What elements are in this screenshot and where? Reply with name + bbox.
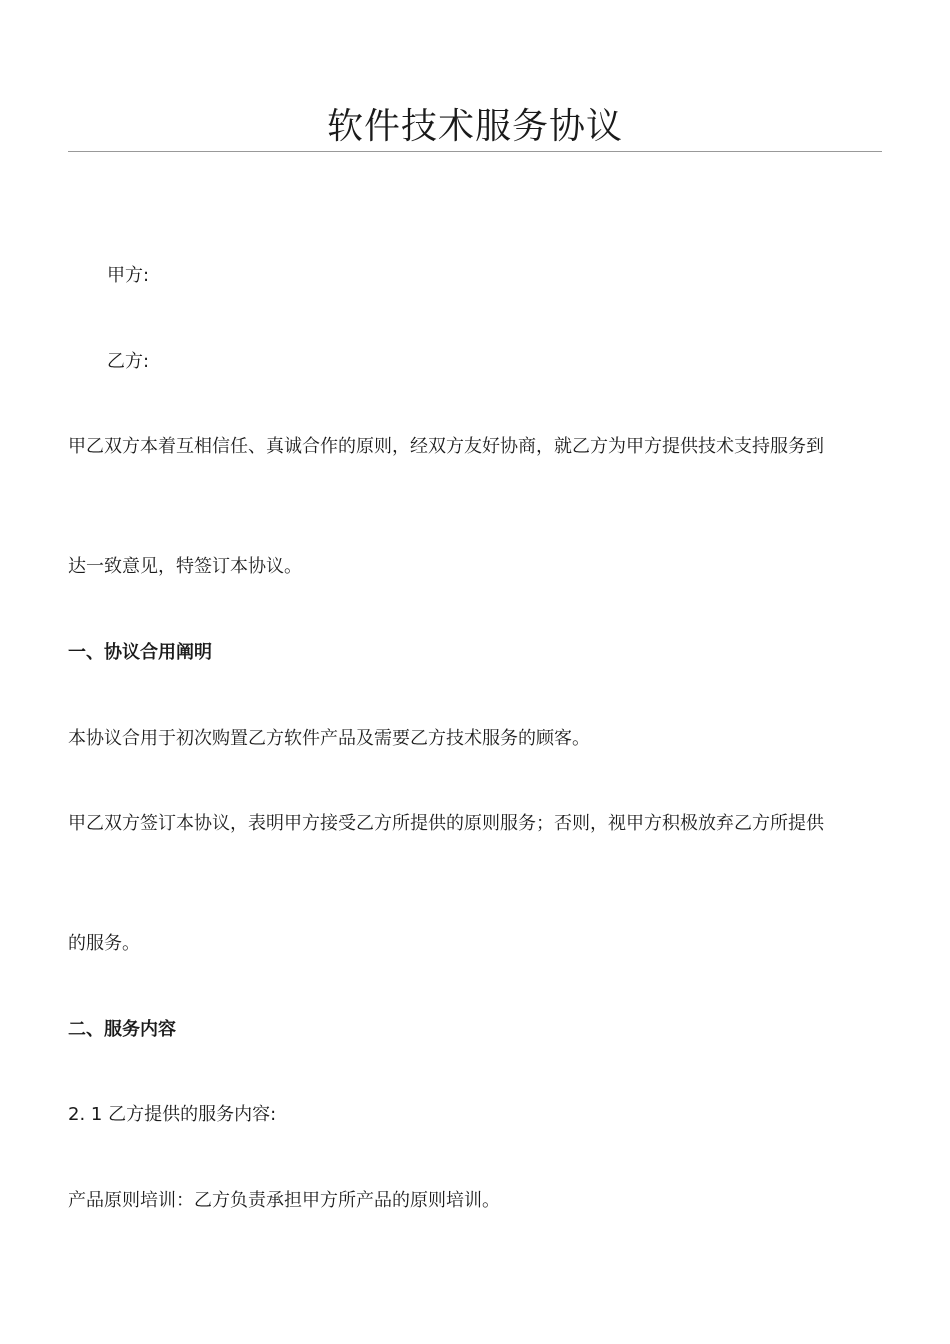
section-1-heading: 一、协议合用阐明 bbox=[68, 642, 212, 663]
section-2-1-subheading: 2. 1 乙方提供的服务内容: bbox=[68, 1104, 277, 1125]
title-divider bbox=[68, 151, 882, 152]
section-2-1-item-1: 产品原则培训：乙方负责承担甲方所产品的原则培训。 bbox=[68, 1190, 500, 1211]
intro-paragraph-line-2: 达一致意见，特签订本协议。 bbox=[68, 556, 302, 577]
section-1-paragraph-2-line-2: 的服务。 bbox=[68, 933, 140, 954]
party-a-label: 甲方: bbox=[107, 265, 150, 286]
document-title: 软件技术服务协议 bbox=[326, 106, 623, 147]
section-2-heading: 二、服务内容 bbox=[68, 1019, 176, 1040]
section-1-paragraph-1: 本协议合用于初次购置乙方软件产品及需要乙方技术服务的顾客。 bbox=[68, 728, 590, 749]
intro-paragraph-line-1: 甲乙双方本着互相信任、真诚合作的原则，经双方友好协商，就乙方为甲方提供技术支持服务到 bbox=[68, 436, 824, 457]
party-b-label: 乙方: bbox=[107, 351, 150, 372]
section-1-paragraph-2-line-1: 甲乙双方签订本协议，表明甲方接受乙方所提供的原则服务；否则，视甲方积极放弃乙方所提供 bbox=[68, 813, 824, 834]
